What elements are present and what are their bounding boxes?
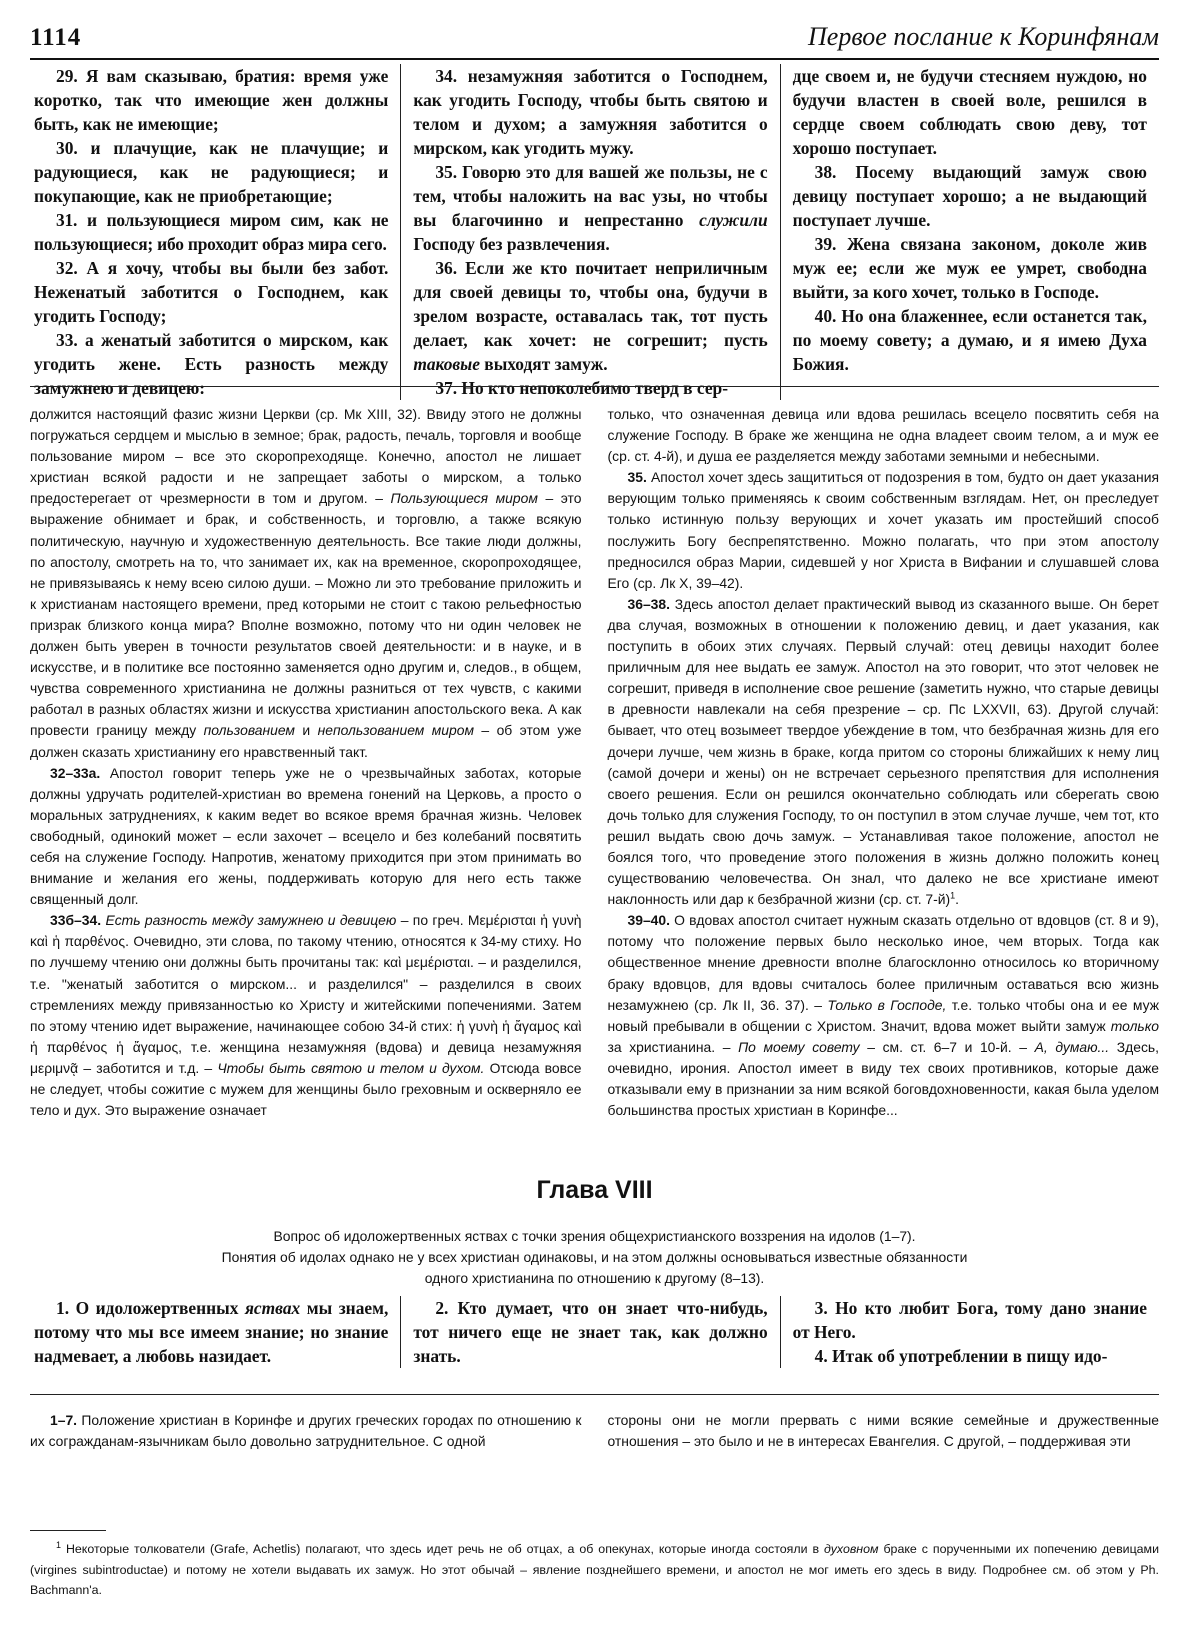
italic-run: только xyxy=(1110,1017,1159,1034)
chapter-title: Глава VIII xyxy=(536,1176,653,1204)
verse-31: 31. и пользующиеся миром сим, как не пользующиеся; ибо проходит образ мира сего. xyxy=(34,210,389,254)
verse-block-ch8 xyxy=(30,1296,1159,1368)
page-number: 1114 xyxy=(30,24,82,51)
footnote-rule xyxy=(30,1530,106,1531)
chapter-summary-line: Вопрос об идоложертвенных яствах с точки зрения общехристианского воззрения на идолов (1–7). xyxy=(273,1228,916,1244)
running-title: Первое послание к Коринфянам xyxy=(808,22,1159,51)
text-run: Здесь апостол делает практический вывод из сказанного выше. Он берет два случая, возможных в отношении к положению девиц, и дает указания, как поступить в обоих этих случаях. Первый случай: отец девицы находит более приличным для нее выдать ее замуж. Апостол на это говорит, что этот человек не согрешит, приведя в исполнение свое решение (заметить нужно, что старые девицы в древности навлекали на себя презрение – ср. Пс LXXVII, 63). Другой случай: бывает, что отец возымеет твердое убеждение в том, что безбрачная жизнь для его дочери лучше, чем жизнь в браке, когда притом со стороны ближайших к нему лиц (самой дочери и жены) он не встречает серьезного препятствия для исполнения своего решения. Если он решился окончательно соблюдать или сберегать свою дочь только для служения Господу, то он поступил в этом случае лучше, чем тот, кто решил выдать свою дочь замуж. – Устанавливая такое положение, апостол не боялся того, что проведение этого положения в жизнь должно положить конец существованию человечества. Он знал, что далеко не все христиане имеют наклонность или дар к безбрачной жизни (ср. ст. 7-й) xyxy=(607,595,1159,908)
section-divider xyxy=(30,386,1159,387)
text-run: Апостол говорит теперь уже не о чрезвычайных заботах, которые должны удручать родителей-христиан во времена гонений на Церковь, а просто о моральных затруднениях, к каким ведет во всякое время брачная жизнь. Человек свободный, одинокий может – если захочет – всецело и без колебаний посвятить себя на служение Господу. Напротив, женатому приходится при этом принимать во внимание и желания его жены, поддерживать которую для него есть также священный долг. xyxy=(30,764,582,908)
commentary-39-40 xyxy=(608,910,1160,1121)
verse-36-end: выходят замуж. xyxy=(479,354,608,374)
verse-8-4: 4. Итак об употреблении в пищу идо- xyxy=(814,1346,1108,1366)
commentary-column-right xyxy=(608,1410,1160,1452)
commentary-block-ch8 xyxy=(30,1410,1159,1452)
verse-ref: 32–33а. xyxy=(50,764,101,781)
italic-run: А, думаю... xyxy=(1034,1038,1110,1055)
verse-column-3 xyxy=(780,64,1159,400)
commentary-33b-34 xyxy=(30,910,582,1121)
verse-ref: 39–40. xyxy=(627,912,670,929)
italic-run: яствах xyxy=(244,1298,301,1318)
italic-run: непользованием миром xyxy=(317,722,474,739)
commentary-paragraph: стороны они не могли прервать с ними всякие семейные и дружественные отношения – это было и не в интересах Евангелия. С другой, – поддерживая эти xyxy=(607,1412,1159,1450)
footnote xyxy=(30,1539,1159,1601)
verse-29: 29. Я вам сказываю, братия: время уже коротко, так что имеющие жен должны быть, как не имеющие; xyxy=(34,66,389,134)
page-header xyxy=(30,22,1159,58)
text-run: – об этом уже должен сказать христианину его нравственный такт. xyxy=(30,722,582,760)
commentary-36-38 xyxy=(608,594,1160,910)
text-run: и xyxy=(294,722,318,739)
italic-run: По моему совету xyxy=(738,1038,860,1055)
chapter-summary xyxy=(200,1226,989,1289)
text-run: – по греч. Μεμέρισται ἡ γυνὴ καὶ ἡ παρθένος. Очевидно, эти слова, по такому чтению, относятся к 34-му стиху. Но по лучшему чтению они должны быть прочитаны так: καὶ μεμέρισται. – и разделился, т.е. "женатый заботится о мирском... и разделился" – разделился в своих стремлениях между привязанностью ко Христу и житейскими попечениями. Затем по этому чтению идет выражение, начинающее собою 34-й стих: ἡ γυνὴ ἡ ἄγαμος καὶ ἡ παρθένος ἡ ἄγαμος, т.е. женщина незамужняя (вдова) и девица незамужняя μεριμνᾷ – заботится и т.д. – xyxy=(30,912,582,1076)
commentary-column-left xyxy=(30,1410,582,1452)
text-run: – см. ст. 6–7 и 10-й. – xyxy=(859,1038,1035,1055)
commentary-paragraph xyxy=(30,404,582,763)
commentary-1-7 xyxy=(30,1410,582,1452)
text-run: браке с порученными их попечению девицами (virgines subintroductae) и потому не хотели выдавать их замуж. Но этот обычай – явление позднейшего времени, и апостол не мог иметь его здесь в виду. Подробнее см. об этом у Ph. Bachmann'a. xyxy=(30,1542,1160,1597)
italic-run: Пользующиеся миром xyxy=(390,490,538,507)
verse-37: 37. Но кто непоколебимо тверд в сер- xyxy=(435,378,729,398)
verse-34: 34. незамужняя заботится о Господнем, как угодить Господу, чтобы быть святою и телом и духом; а замужняя заботится о мирском, как угодить мужу. xyxy=(413,66,768,158)
footnote-ref: 1 xyxy=(950,890,956,901)
verse-8-1 xyxy=(34,1296,388,1368)
verse-38: 38. Посему выдающий замуж свою девицу поступает хорошо; а не выдающий поступает лучше. xyxy=(792,162,1147,230)
verse-8-2: 2. Кто думает, что он знает что-нибудь, тот ничего еще не знает так, как должно знать. xyxy=(413,1298,768,1366)
text-run: Здесь, очевидно, ирония. Апостол имеет в виду тех своих противников, которые даже отказывали ему в признании за ним всякой боговдохновенности, какая была уделом большинства простых христиан в Коринфе... xyxy=(607,1038,1159,1119)
text-run: т.е. только чтобы она и ее муж новый пребывали в общении с Христом. Значит, вдова может выйти замуж xyxy=(607,996,1159,1034)
verse-ref: 36–38. xyxy=(627,595,670,612)
commentary-block-ch7 xyxy=(30,404,1159,1121)
verse-35-text: 35. Говорю это для вашей же пользы, не с тем, чтобы наложить на вас узы, но чтобы вы благочинно и непрестанно xyxy=(413,162,768,230)
footnote-marker: 1 xyxy=(56,1539,62,1550)
commentary-35 xyxy=(608,467,1160,594)
text-run: мы знаем, потому что мы все имеем знание; но знание надмевает, а любовь назидает. xyxy=(34,1298,389,1366)
text-run: Апостол хочет здесь защититься от подозрения в том, будто он дает указания верующим только применяясь к своим собственным взглядам. Нет, он преследует только истинную пользу верующих и хочет указать им простейший способ послужить Богу беспрепятственно. Можно полагать, что при этом апостолу предносился образ Марии, сидевшей у ног Христа в Вифании и слушавшей слова Его (ср. Лк X, 39–42). xyxy=(607,469,1159,591)
text-run: . xyxy=(955,891,960,908)
verse-39: 39. Жена связана законом, доколе жив муж ее; если же муж ее умрет, свободна выйти, за кого хочет, только в Господе. xyxy=(792,234,1147,302)
commentary-column-right xyxy=(608,404,1160,1121)
verse-36-italic: таковые xyxy=(413,354,480,374)
italic-run: Чтобы быть святою и телом и духом. xyxy=(217,1059,485,1076)
text-run: за христианина. – xyxy=(607,1038,739,1055)
text-run: 1. О идоложертвенных xyxy=(56,1298,245,1318)
verse-35-italic: служили xyxy=(699,210,768,230)
verse-ref: 33б–34. xyxy=(50,912,102,929)
verse-36 xyxy=(413,256,767,376)
text-run: Положение христиан в Коринфе и других греческих городах по отношению к их согражданам-язычникам было довольно затруднительное. С одной xyxy=(30,1412,582,1450)
verse-32: 32. А я хочу, чтобы вы были без забот. Неженатый заботится о Господнем, как угодить Господу; xyxy=(34,258,389,326)
verse-column-1 xyxy=(30,1296,400,1368)
text-run: Отсюда вовсе не следует, чтобы сожитие с мужем для женщины было греховным и оскверняло ее тело и дух. Это выражение означает xyxy=(30,1059,582,1119)
commentary-32-33a xyxy=(30,763,582,911)
verse-35 xyxy=(413,160,767,256)
verse-column-1 xyxy=(30,64,400,400)
verse-ref: 35. xyxy=(627,469,647,486)
verse-column-3 xyxy=(780,1296,1159,1368)
text-run: О вдовах апостол считает нужным сказать отдельно от вдовцов (ст. 8 и 9), потому что положение первых было несколько иное, чем вторых. Тогда как общественное мнение древности вполне благосклонно относилось ко вторичному браку вдовцов, для вдовы считалось более приличным оставаться всю жизнь незамужнею (ср. Лк II, 36. 37). – xyxy=(607,912,1159,1013)
verse-35-end: Господу без развлечения. xyxy=(413,234,610,254)
text-run: – это выражение обнимает и брак, и собственность, и торговлю, а также всякую политическую, научную и художественную деятельность. Все такие люди должны, по апостолу, смотреть на то, что занимает их, как на временное, скоропроходящее, не привязываясь к нему всею силою души. – Можно ли это требование приложить и к христианам настоящего времени, пред которыми не стоит с такою рельефностью призрак близкого конца мира? Вполне возможно, потому что ни один человек не должен быть уверен в точности результатов своей деятельности: и в науке, и в искусстве, и в политике все постоянно заменяется одно другим и, следов., в общем, чувства современного христианина не должны разниться от тех чувств, с какими работал в разных областях жизни и искусства христианин апостольского века. А как провести границу между xyxy=(30,490,582,739)
italic-run: Только в Господе, xyxy=(827,996,947,1013)
verse-36-text: 36. Если же кто почитает неприличным для своей девицы то, чтобы она, будучи в зрелом возрасте, оставалась так, тот пусть делает, как хочет: не согрешит; пусть xyxy=(413,258,768,350)
verse-37-continued: дце своем и, не будучи стесняем нуждою, но будучи властен в своей воле, решился в сердце своем соблюдать свою деву, тот хорошо поступает. xyxy=(792,66,1147,158)
text-run: Некоторые толкователи (Grafe, Achetlis) полагают, что здесь идет речь не об отцах, а об опекунах, которые иногда состояли в xyxy=(61,1542,824,1556)
verse-8-3: 3. Но кто любит Бога, тому дано знание от Него. xyxy=(792,1298,1147,1342)
italic-run: Есть разность между замужнею и девицею xyxy=(105,912,397,929)
commentary-paragraph: только, что означенная девица или вдова решилась всецело посвятить себя на служение Господу. В браке же женщина не одна владеет своим телом, а и муж ее (ср. ст. 4-й), и душа ее разделяется между заботами земными и небесными. xyxy=(607,406,1159,465)
verse-40: 40. Но она блаженнее, если останется так, по моему совету; а думаю, и я имею Духа Божия. xyxy=(792,306,1147,374)
verse-ref: 1–7. xyxy=(50,1412,78,1428)
chapter-summary-line: Понятия об идолах однако не у всех христиан одинаковы, и на этом должны основываться известные обязанности одного христианина по отношению к другому (8–13). xyxy=(221,1249,968,1286)
italic-run: пользованием xyxy=(203,722,295,739)
verse-33: 33. а женатый заботится о мирском, как угодить жене. Есть разность между замужнею и девицею: xyxy=(34,330,389,398)
verse-30: 30. и плачущие, как не плачущие; и радующиеся, как не радующиеся; и покупающие, как не приобретающие; xyxy=(34,138,389,206)
italic-run: духовном xyxy=(823,1542,879,1556)
section-divider xyxy=(30,1394,1159,1395)
commentary-column-left xyxy=(30,404,582,1121)
verse-column-2 xyxy=(400,64,779,400)
verse-block-ch7 xyxy=(30,64,1159,400)
text-run: должится настоящий фазис жизни Церкви (ср. Мк XIII, 32). Ввиду этого не должны погружаться сердцем и мыслью в земное; брак, радость, печаль, торговля и вообще пользование миром – все это скоропреходяще. Конечно, апостол не лишает христиан всякой радости и не запрещает заботы о мирском, а только предостерегает от чрезмерности в том и другом. – xyxy=(30,406,582,507)
header-rule xyxy=(30,58,1159,60)
verse-column-2 xyxy=(400,1296,779,1368)
